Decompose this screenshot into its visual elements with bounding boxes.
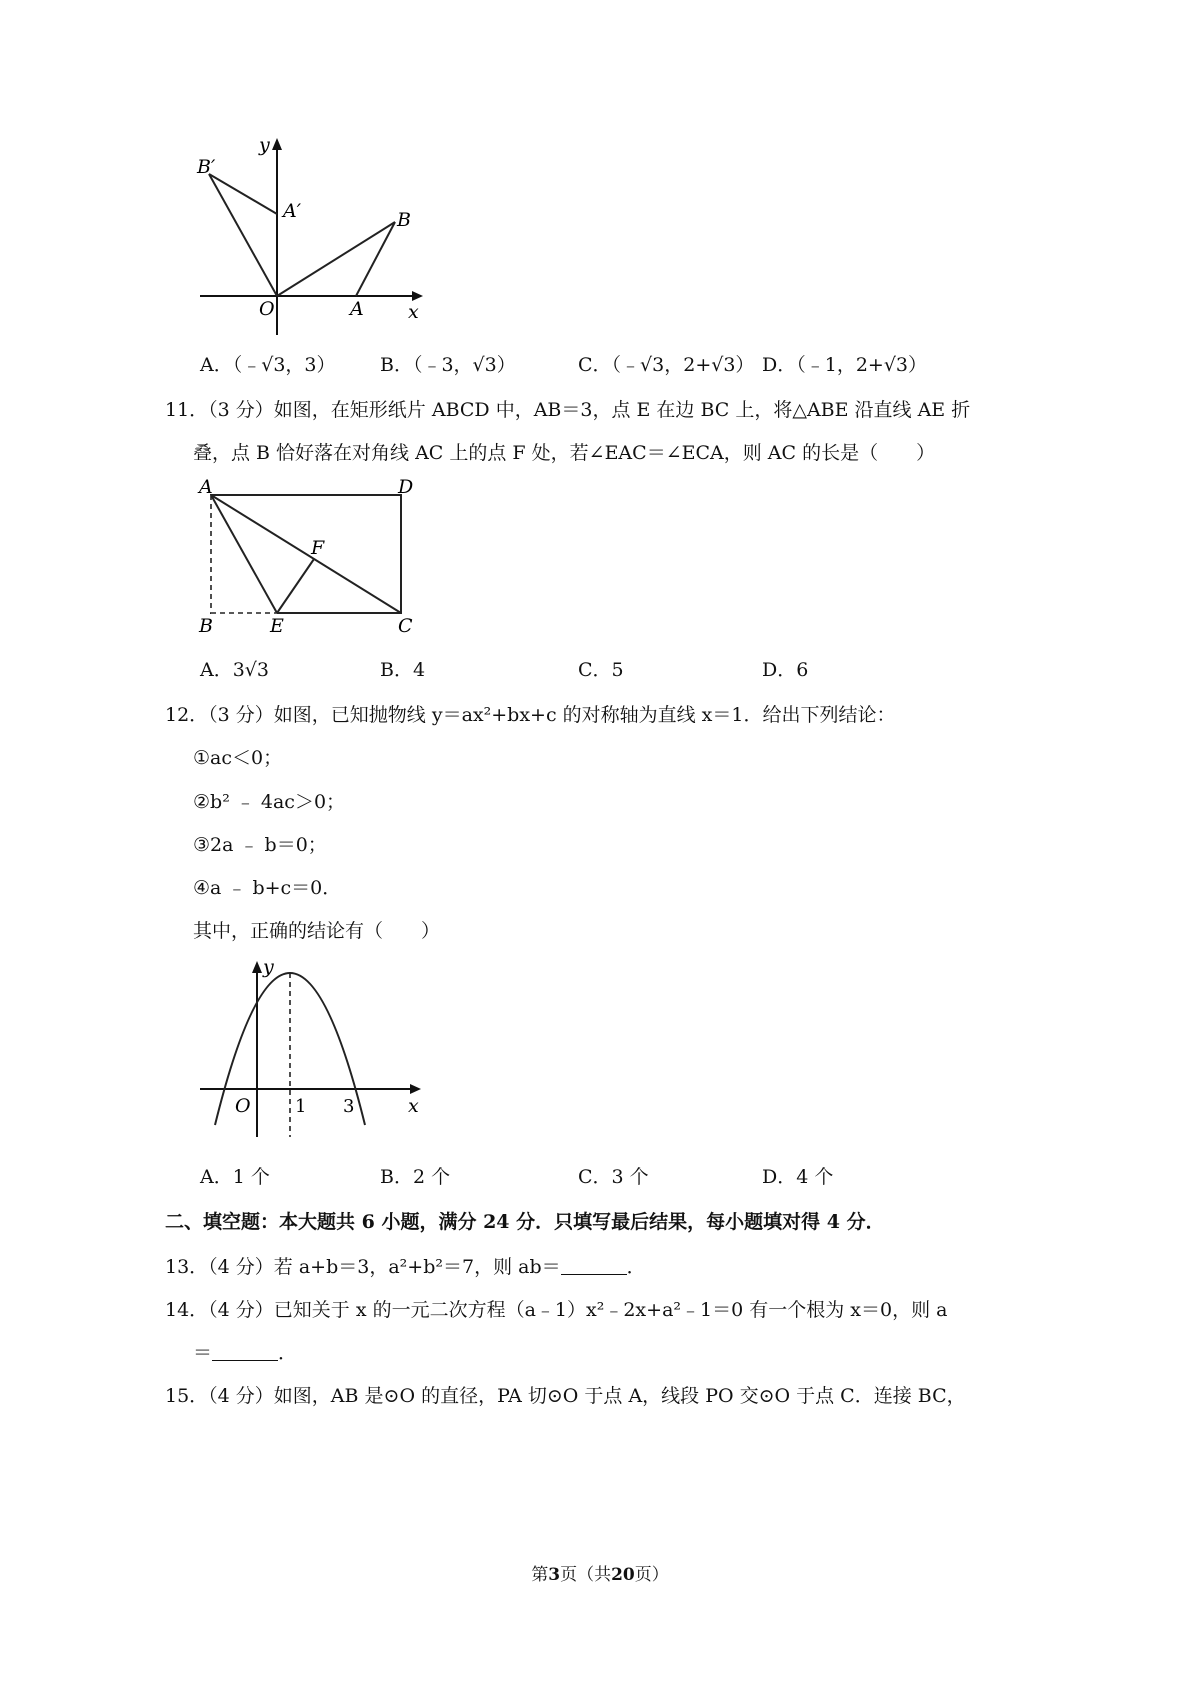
label-O: O: [259, 298, 275, 320]
q11-figure: [195, 470, 425, 640]
q13-end: ．: [626, 1256, 646, 1278]
label-C: C: [398, 615, 413, 637]
label-B-prime: B′: [197, 156, 216, 178]
q12-conclusion-2: ②b² ﹣ 4ac＞0；: [193, 791, 346, 813]
q11-option-c: C．5: [578, 659, 624, 681]
q12-stem: 12．（3 分）如图，已知抛物线 y＝ax²+bx+c 的对称轴为直线 x＝1．给出下列结论：: [165, 704, 896, 726]
q11-option-d: D．6: [762, 659, 809, 681]
y-axis-arrow: [252, 961, 262, 973]
label-B: B: [397, 209, 411, 231]
q12-figure: [195, 955, 435, 1140]
label-A: A: [199, 476, 213, 498]
y-axis-arrow: [272, 138, 282, 150]
segment-ef: [277, 559, 314, 613]
q12-option-c: C．3 个: [578, 1166, 649, 1188]
q11-stem-line2: 叠，点 B 恰好落在对角线 AC 上的点 F 处，若∠EAC＝∠ECA，则 AC 的长是（ ）: [193, 442, 936, 464]
q10-option-c: C．（﹣√3，2+√3）: [578, 354, 755, 376]
label-D: D: [398, 476, 414, 498]
x-axis-arrow: [412, 291, 423, 301]
q10-option-d: D．（﹣1，2+√3）: [762, 354, 928, 376]
current-page: 3: [548, 1565, 561, 1585]
total-pages: 20: [611, 1565, 635, 1585]
q15-line1: 15．（4 分）如图，AB 是⊙O 的直径，PA 切⊙O 于点 A，线段 PO 交⊙O 于点 C．连接 BC，: [165, 1385, 966, 1407]
q10-figure: [195, 130, 435, 340]
q10-option-a: A．（﹣√3，3）: [200, 354, 336, 376]
page-footer: 第3页（共20页）: [531, 1565, 669, 1585]
q11-stem-line1: 11．（3 分）如图，在矩形纸片 ABCD 中，AB＝3，点 E 在边 BC 上，将△ABE 沿直线 AE 折: [165, 399, 971, 421]
x-axis-arrow: [410, 1084, 421, 1094]
label-A-prime: A′: [283, 200, 302, 222]
label-3: 3: [343, 1096, 355, 1117]
q10-option-b: B．（﹣3，√3）: [380, 354, 516, 376]
diagonal-ac: [211, 495, 401, 613]
q12-conclusion-1: ①ac＜0；: [193, 747, 283, 769]
label-O: O: [235, 1095, 251, 1117]
label-B: B: [199, 615, 213, 637]
q12-option-a: A．1 个: [200, 1166, 270, 1188]
q12-option-b: B．2 个: [380, 1166, 451, 1188]
label-y: y: [259, 134, 270, 156]
q14-end: ．: [278, 1342, 298, 1364]
label-A: A: [350, 298, 364, 320]
q14-eq: ＝: [193, 1342, 213, 1364]
label-x: x: [408, 1095, 419, 1117]
q12-question: 其中，正确的结论有（ ）: [193, 920, 441, 942]
q13-text: 13．（4 分）若 a+b＝3，a²+b²＝7，则 ab＝: [165, 1256, 561, 1278]
q12-option-d: D．4 个: [762, 1166, 834, 1188]
q13-answer-blank: [561, 1256, 627, 1275]
label-F: F: [311, 537, 325, 559]
q12-conclusion-4: ④a ﹣ b+c＝0．: [193, 877, 342, 899]
q11-option-b: B．4: [380, 659, 426, 681]
segment-ae: [211, 495, 277, 613]
q14-answer-blank: [212, 1342, 278, 1361]
label-1: 1: [295, 1096, 307, 1117]
q11-option-a: A．3√3: [200, 659, 270, 681]
label-x: x: [408, 301, 419, 323]
label-E: E: [270, 615, 284, 637]
q13: [165, 1252, 646, 1279]
q14-line1: 14．（4 分）已知关于 x 的一元二次方程（a﹣1）x²﹣2x+a²﹣1＝0 有一个根为 x＝0，则 a: [165, 1299, 948, 1321]
label-y: y: [263, 956, 274, 978]
q12-conclusion-3: ③2a ﹣ b＝0；: [193, 834, 327, 856]
q14-line2: [193, 1338, 297, 1365]
section-2-heading: 二、填空题：本大题共 6 小题，满分 24 分．只填写最后结果，每小题填对得 4 分．: [165, 1211, 885, 1233]
